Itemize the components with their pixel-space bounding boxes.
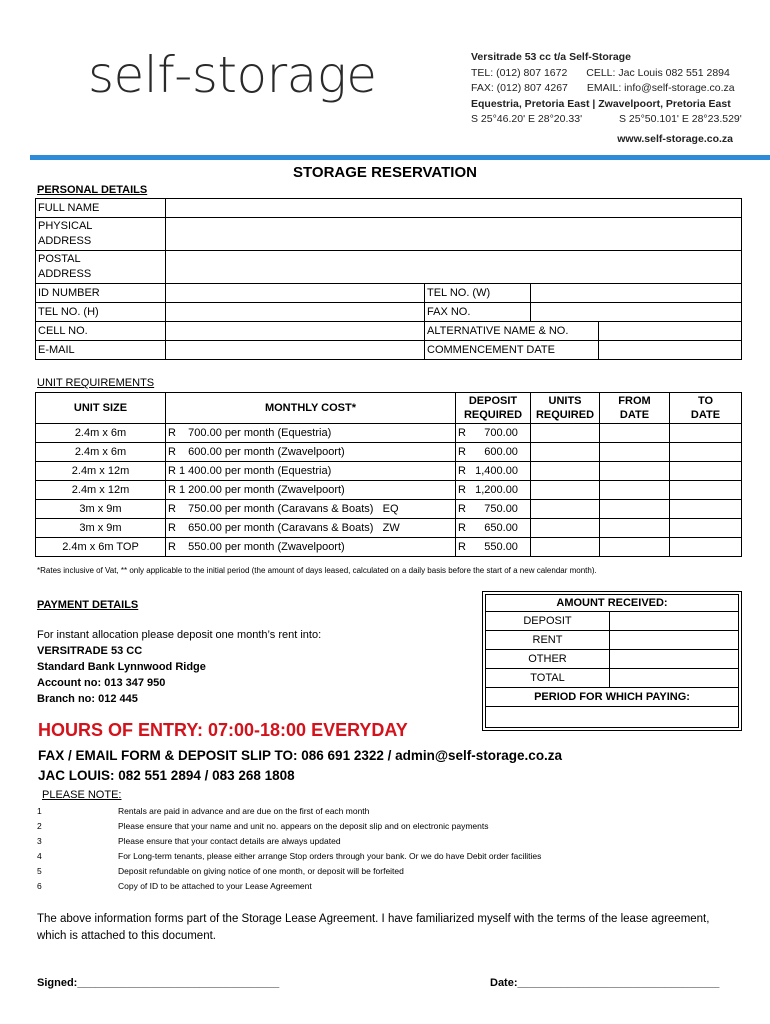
- from-date-field[interactable]: [600, 500, 670, 519]
- email-text: EMAIL: info@self-storage.co.za: [586, 82, 735, 94]
- col-units: UNITS REQUIRED: [531, 393, 600, 424]
- from-date-field[interactable]: [600, 481, 670, 500]
- total-label: TOTAL: [486, 669, 610, 688]
- unit-deposit: R 700.00: [456, 424, 531, 443]
- units-required-field[interactable]: [531, 538, 600, 557]
- rent-label: RENT: [486, 631, 610, 650]
- from-date-field[interactable]: [600, 443, 670, 462]
- deposit-amount-field[interactable]: [610, 612, 739, 631]
- unit-size: 3m x 9m: [36, 500, 166, 519]
- from-date-field[interactable]: [600, 538, 670, 557]
- unit-size: 2.4m x 12m: [36, 462, 166, 481]
- id-number-field[interactable]: [166, 284, 425, 303]
- unit-cost: R 700.00 per month (Equestria): [166, 424, 456, 443]
- unit-row: [36, 481, 742, 500]
- unit-size: 2.4m x 6m TOP: [36, 538, 166, 557]
- agreement-text: The above information forms part of the Storage Lease Agreement. I have familiarized myself with the terms of the lease agreement, which is attached to this document.: [37, 913, 710, 942]
- col-deposit: DEPOSIT REQUIRED: [456, 393, 531, 424]
- account-name: VERSITRADE 53 CC: [37, 645, 143, 657]
- amount-received-heading: AMOUNT RECEIVED:: [486, 595, 739, 612]
- total-amount-field[interactable]: [610, 669, 739, 688]
- cell-text: CELL: Jac Louis 082 551 2894: [586, 66, 730, 79]
- units-required-field[interactable]: [531, 462, 600, 481]
- signed-field[interactable]: Signed:_________________________________: [37, 977, 280, 989]
- other-label: OTHER: [486, 650, 610, 669]
- unit-cost: R 550.00 per month (Zwavelpoort): [166, 538, 456, 557]
- email-label: E-MAIL: [36, 341, 166, 360]
- cell-no-field[interactable]: [166, 322, 425, 341]
- bank-name: Standard Bank Lynnwood Ridge: [37, 661, 206, 673]
- tel-text: TEL: (012) 807 1672: [471, 66, 568, 79]
- other-amount-field[interactable]: [610, 650, 739, 669]
- physical-address-field[interactable]: [166, 218, 742, 251]
- coord-1: S 25°46.20' E 28°20.33': [471, 113, 583, 125]
- period-label: PERIOD FOR WHICH PAYING:: [486, 688, 739, 707]
- tel-w-label: TEL NO. (W): [425, 284, 531, 303]
- fax-email-line: FAX / EMAIL FORM & DEPOSIT SLIP TO: 086 691 2322 / admin@self-storage.co.za: [38, 748, 563, 763]
- branch-number: Branch no: 012 445: [37, 693, 138, 705]
- from-date-field[interactable]: [600, 424, 670, 443]
- unit-row: [36, 538, 742, 557]
- unit-deposit: R 550.00: [456, 538, 531, 557]
- fax-row: [471, 81, 742, 97]
- unit-row: [36, 462, 742, 481]
- unit-deposit: R 1,200.00: [456, 481, 531, 500]
- tel-h-field[interactable]: [166, 303, 425, 322]
- logo-text: self-storage: [88, 46, 377, 104]
- to-date-field[interactable]: [670, 462, 742, 481]
- physical-address-label: PHYSICAL ADDRESS: [36, 218, 166, 251]
- header-divider: [30, 155, 770, 160]
- unit-deposit: R 600.00: [456, 443, 531, 462]
- fax-text: FAX: (012) 807 4267: [471, 82, 568, 94]
- commencement-date-field[interactable]: [599, 341, 742, 360]
- company-name: Versitrade 53 cc t/a Self-Storage: [471, 51, 631, 63]
- unit-deposit: R 1,400.00: [456, 462, 531, 481]
- from-date-field[interactable]: [600, 462, 670, 481]
- postal-address-label: POSTAL ADDRESS: [36, 251, 166, 284]
- phone-row: [471, 66, 742, 82]
- postal-address-field[interactable]: [166, 251, 742, 284]
- amount-received-box: [482, 591, 742, 731]
- commencement-date-label: COMMENCEMENT DATE: [425, 341, 599, 360]
- unit-size: 2.4m x 12m: [36, 481, 166, 500]
- unit-size: 3m x 9m: [36, 519, 166, 538]
- unit-row: [36, 424, 742, 443]
- unit-row: [36, 500, 742, 519]
- unit-requirements-heading: UNIT REQUIREMENTS: [37, 377, 155, 389]
- units-required-field[interactable]: [531, 424, 600, 443]
- to-date-field[interactable]: [670, 424, 742, 443]
- unit-cost: R 600.00 per month (Zwavelpoort): [166, 443, 456, 462]
- jac-louis-line: JAC LOUIS: 082 551 2894 / 083 268 1808: [38, 768, 295, 783]
- period-field[interactable]: [486, 707, 739, 728]
- tel-w-field[interactable]: [531, 284, 742, 303]
- to-date-field[interactable]: [670, 519, 742, 538]
- locations-text: Equestria, Pretoria East | Zwavelpoort, Pretoria East: [471, 97, 731, 110]
- hours-of-entry: HOURS OF ENTRY: 07:00-18:00 EVERYDAY: [38, 720, 408, 740]
- to-date-field[interactable]: [670, 500, 742, 519]
- coord-2: S 25°50.101' E 28°23.529': [619, 113, 742, 125]
- unit-cost: R 1 200.00 per month (Zwavelpoort): [166, 481, 456, 500]
- to-date-field[interactable]: [670, 481, 742, 500]
- alt-name-label: ALTERNATIVE NAME & NO.: [425, 322, 599, 341]
- rent-amount-field[interactable]: [610, 631, 739, 650]
- unit-deposit: R 750.00: [456, 500, 531, 519]
- fax-no-field[interactable]: [531, 303, 742, 322]
- to-date-field[interactable]: [670, 538, 742, 557]
- cell-no-label: CELL NO.: [36, 322, 166, 341]
- amount-received-table: [485, 594, 739, 728]
- unit-requirements-table: [35, 392, 742, 557]
- units-required-field[interactable]: [531, 443, 600, 462]
- col-monthly-cost: MONTHLY COST*: [166, 393, 456, 424]
- unit-size: 2.4m x 6m: [36, 443, 166, 462]
- col-to-date: TO DATE: [670, 393, 742, 424]
- unit-cost: R 1 400.00 per month (Equestria): [166, 462, 456, 481]
- company-info: [471, 50, 742, 147]
- unit-row: [36, 519, 742, 538]
- alt-name-field[interactable]: [599, 322, 742, 341]
- account-number: Account no: 013 347 950: [37, 677, 166, 689]
- payment-info: [37, 627, 321, 707]
- self-storage-logo: [88, 46, 377, 104]
- units-required-field[interactable]: [531, 500, 600, 519]
- rates-footnote: *Rates inclusive of Vat, ** only applicable to the initial period (the amount of days leased, calculated on a daily basis before the start of a new calendar month).: [37, 566, 597, 575]
- date-field[interactable]: Date:_________________________________: [490, 977, 720, 989]
- units-required-field[interactable]: [531, 481, 600, 500]
- full-name-label: FULL NAME: [36, 199, 166, 218]
- please-note-heading: PLEASE NOTE:: [42, 789, 122, 801]
- page-title: STORAGE RESERVATION: [293, 164, 477, 181]
- to-date-field[interactable]: [670, 443, 742, 462]
- email-field[interactable]: [166, 341, 425, 360]
- id-number-label: ID NUMBER: [36, 284, 166, 303]
- payment-intro: For instant allocation please deposit one month’s rent into:: [37, 629, 322, 641]
- full-name-field[interactable]: [166, 199, 742, 218]
- website-link[interactable]: www.self-storage.co.za: [617, 132, 733, 145]
- units-required-field[interactable]: [531, 519, 600, 538]
- unit-row: [36, 443, 742, 462]
- unit-cost: R 650.00 per month (Caravans & Boats) ZW: [166, 519, 456, 538]
- unit-cost: R 750.00 per month (Caravans & Boats) EQ: [166, 500, 456, 519]
- unit-size: 2.4m x 6m: [36, 424, 166, 443]
- col-unit-size: UNIT SIZE: [36, 393, 166, 424]
- coords-row: [471, 112, 742, 128]
- deposit-label: DEPOSIT: [486, 612, 610, 631]
- payment-details-heading: PAYMENT DETAILS: [37, 599, 139, 611]
- unit-deposit: R 650.00: [456, 519, 531, 538]
- fax-no-label: FAX NO.: [425, 303, 531, 322]
- personal-details-table: [35, 198, 742, 360]
- tel-h-label: TEL NO. (H): [36, 303, 166, 322]
- col-from-date: FROM DATE: [600, 393, 670, 424]
- from-date-field[interactable]: [600, 519, 670, 538]
- personal-details-heading: PERSONAL DETAILS: [37, 184, 148, 196]
